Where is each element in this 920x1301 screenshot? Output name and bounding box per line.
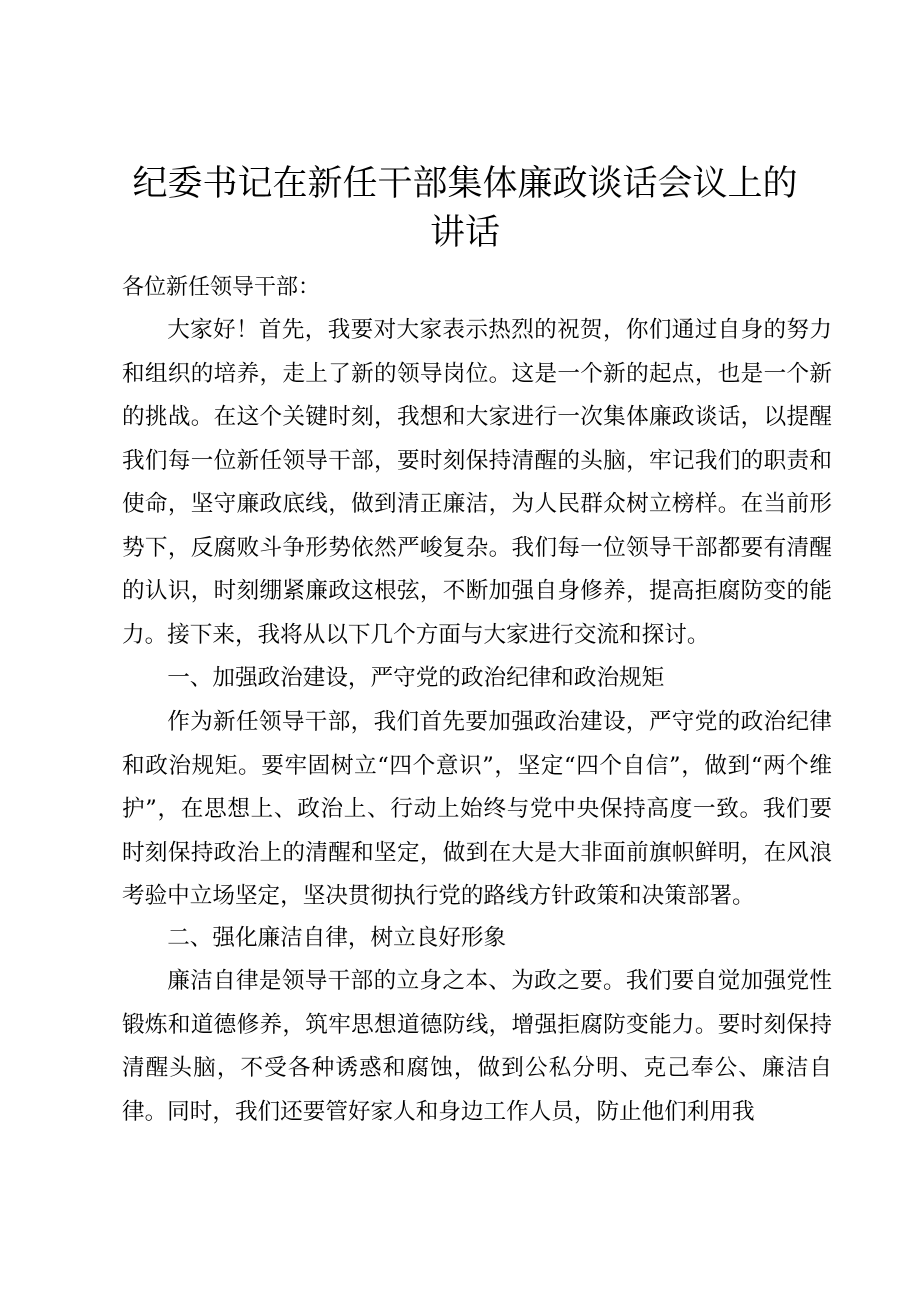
paragraph-section-1: 作为新任领导干部，我们首先要加强政治建设，严守党的政治纪律和政治规矩。要牢固树立“四个意识”，坚定“四个自信”，做到“两个维护”，在思想上、政治上、行动上始终与党中央保持高度一致。我们要时刻保持政治上的清醒和坚定，做到在大是大非面前旗帜鲜明，在风浪考验中立场坚定，坚决贯彻执行党的路线方针政策和决策部署。 (122, 709, 832, 909)
section-heading-1: 一、加强政治建设，严守党的政治纪律和政治规矩 (167, 665, 665, 691)
salutation: 各位新任领导干部： (122, 275, 321, 300)
paragraph-opening: 大家好！首先，我要对大家表示热烈的祝贺，你们通过自身的努力和组织的培养，走上了新的领导岗位。这是一个新的起点，也是一个新的挑战。在这个关键时刻，我想和大家进行一次集体廉政谈话，以提醒我们每一位新任领导干部，要时刻保持清醒的头脑，牢记我们的职责和使命，坚守廉政底线，做到清正廉洁，为人民群众树立榜样。在当前形势下，反腐败斗争形势依然严峻复杂。我们每一位领导干部都要有清醒的认识，时刻绷紧廉政这根弦，不断加强自身修养，提高拒腐防变的能力。接下来，我将从以下几个方面与大家进行交流和探讨。 (122, 317, 832, 648)
document-title: 纪委书记在新任干部集体廉政谈话会议上的讲话 (132, 164, 798, 253)
section-heading-2: 二、强化廉洁自律，树立良好形象 (167, 925, 507, 951)
paragraph-section-2: 廉洁自律是领导干部的立身之本、为政之要。我们要自觉加强党性锻炼和道德修养，筑牢思想道德防线，增强拒腐防变能力。要时刻保持清醒头脑，不受各种诱惑和腐蚀，做到公私分明、克己奉公、廉洁自律。同时，我们还要管好家人和身边工作人员，防止他们利用我 (122, 968, 832, 1125)
